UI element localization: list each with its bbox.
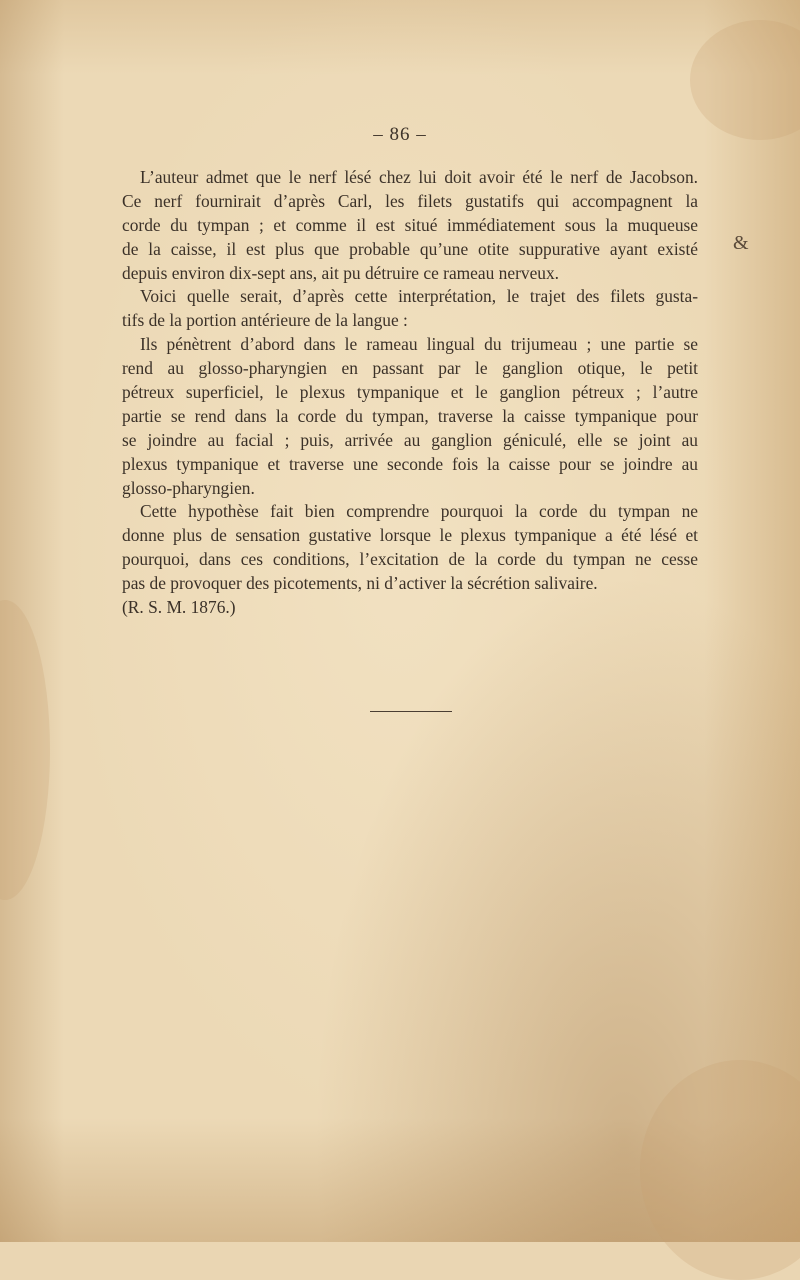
text-line: Ils pénètrent d’abord dans le rameau lingual du trijumeau ; une partie se — [140, 334, 698, 355]
text-line: partie se rend dans la corde du tympan, traverse la caisse tympanique pour — [122, 405, 698, 426]
text-line: glosso-pharyngien. — [122, 477, 255, 498]
text-line: pétreux superficiel, le plexus tympanique et le ganglion pétreux ; l’autre — [122, 382, 698, 403]
text-line: Ce nerf fournirait d’après Carl, les filets gustatifs qui accompagnent la — [122, 190, 698, 211]
text-line: de la caisse, il est plus que probable qu’une otite suppurative ayant existé — [122, 238, 698, 259]
text-line: rend au glosso-pharyngien en passant par le ganglion otique, le petit — [122, 358, 698, 379]
text-line: plexus tympanique et traverse une seconde fois la caisse pour se joindre au — [122, 453, 698, 474]
paper-stain — [640, 1060, 800, 1280]
text-line: donne plus de sensation gustative lorsque le plexus tympanique a été lésé et — [122, 525, 698, 546]
text-line: Cette hypothèse fait bien comprendre pourquoi la corde du tympan ne — [140, 501, 698, 522]
text-line: depuis environ dix-sept ans, ait pu détruire ce rameau nerveux. — [122, 262, 560, 283]
body-text — [122, 166, 698, 620]
text-line: corde du tympan ; et comme il est situé immédiatement sous la muqueuse — [122, 214, 698, 235]
text-line: se joindre au facial ; puis, arrivée au ganglion géniculé, elle se joint au — [122, 429, 698, 450]
section-divider-rule — [370, 711, 452, 712]
citation-line: (R. S. M. 1876.) — [122, 597, 236, 618]
text-line: L’auteur admet que le nerf lésé chez lui doit avoir été le nerf de Jacobson. — [140, 167, 698, 187]
marginal-ink-mark: & — [733, 232, 749, 254]
paper-stain — [0, 600, 50, 900]
text-line: Voici quelle serait, d’après cette interprétation, le trajet des filets gusta- — [140, 286, 698, 307]
text-line: tifs de la portion antérieure de la langue : — [122, 310, 408, 331]
text-line: pourquoi, dans ces conditions, l’excitation de la corde du tympan ne cesse — [122, 549, 698, 570]
paper-stain — [690, 20, 800, 140]
text-line: pas de provoquer des picotements, ni d’activer la sécrétion salivaire. — [122, 573, 598, 594]
page-number: – 86 – — [373, 124, 427, 145]
